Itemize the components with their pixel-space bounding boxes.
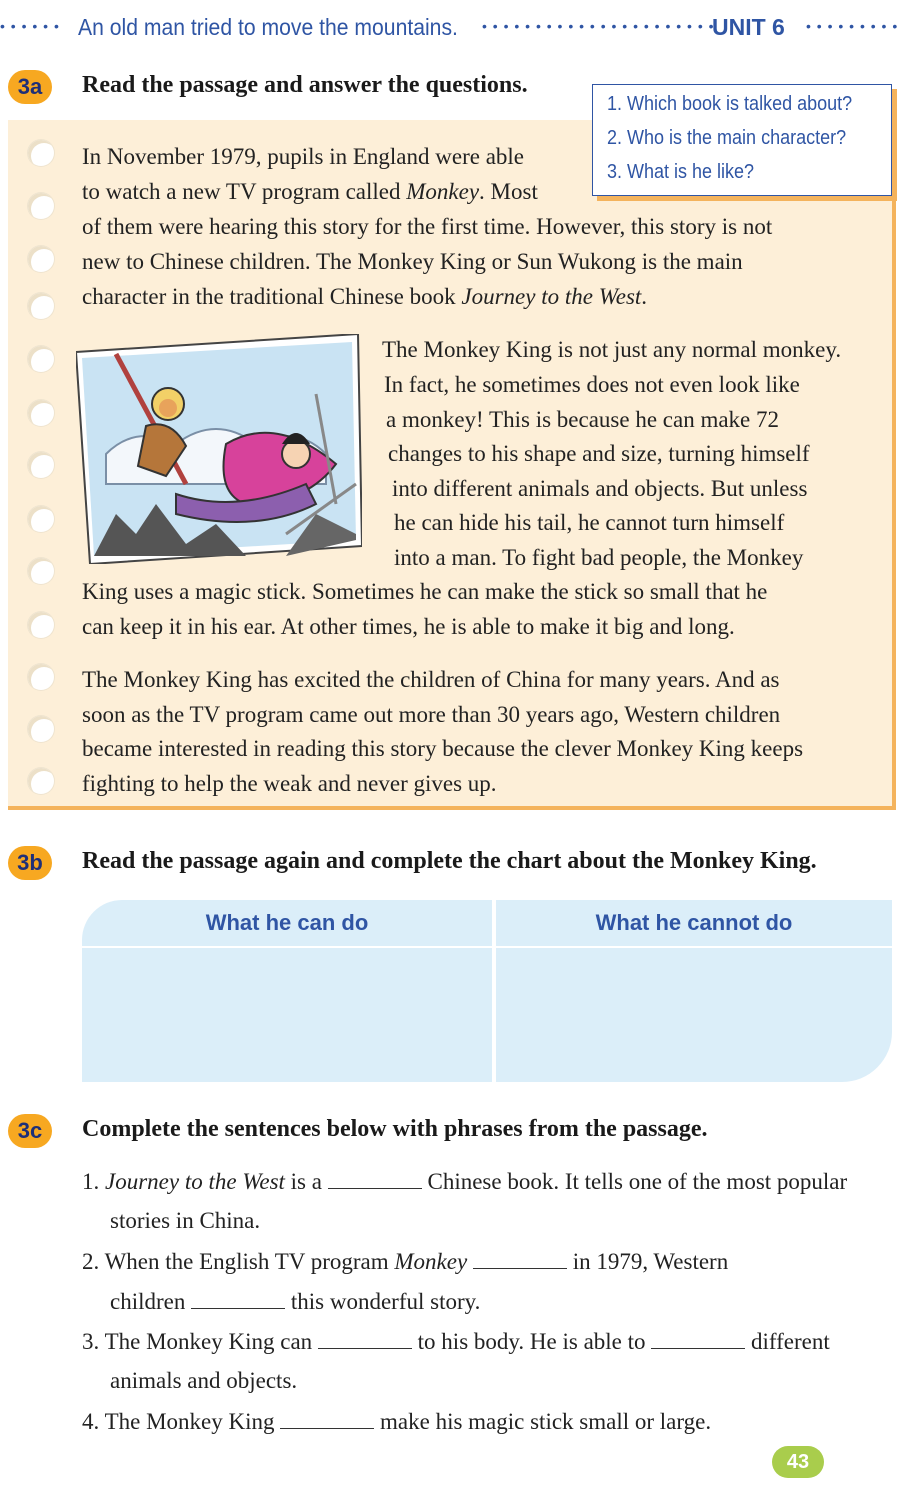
- ring-icon: [28, 293, 54, 319]
- page-number: 43: [772, 1446, 824, 1478]
- sentence-text: 1.: [82, 1169, 100, 1194]
- p2-line-4: changes to his shape and size, turning himself: [388, 441, 810, 466]
- p1-line-1: In November 1979, pupils in England were able: [82, 144, 524, 169]
- sentence-3: [82, 1326, 830, 1357]
- sentence-text: make his magic stick small or large.: [374, 1409, 712, 1434]
- badge-3a: 3a: [8, 70, 52, 104]
- sentence-text: Chinese book. It tells one of the most popular: [421, 1169, 848, 1194]
- ring-icon: [28, 558, 54, 584]
- title-monkey: Monkey: [394, 1249, 468, 1274]
- ring-icon: [28, 768, 54, 794]
- p1-text: . Most: [479, 179, 538, 204]
- header-title: An old man tried to move the mountains.: [78, 14, 458, 40]
- p2-line-6: he can hide his tail, he cannot turn himself: [394, 510, 785, 535]
- p2-line-1: The Monkey King is not just any normal monkey.: [382, 337, 842, 362]
- p1-text: character in the traditional Chinese book: [82, 284, 462, 309]
- sentence-text: to his body. He is able to: [411, 1329, 652, 1354]
- ring-icon: [28, 246, 54, 272]
- p1-text: .: [641, 284, 648, 309]
- p1-text: to watch a new TV program called: [82, 179, 407, 204]
- p2-line-7: into a man. To fight bad people, the Monkey: [394, 545, 804, 570]
- question-1: 1. Which book is talked about?: [607, 93, 853, 115]
- ring-icon: [28, 612, 54, 638]
- sentence-2: [82, 1246, 728, 1277]
- sentence-text: children: [110, 1289, 192, 1314]
- sentence-4: [82, 1406, 711, 1437]
- header-dots-left: • • • • • •: [0, 18, 60, 34]
- header-dots-middle: • • • • • • • • • • • • • • • • • • • • • •: [482, 18, 715, 34]
- title-journey: Journey to the West: [105, 1169, 285, 1194]
- unit-label: UNIT 6: [712, 14, 785, 40]
- header-dots-right: • • • • • • • • •: [806, 18, 899, 34]
- sentence-text: 3. The Monkey King can: [82, 1329, 318, 1354]
- sentence-text: in 1979, Western: [566, 1249, 729, 1274]
- ring-icon: [28, 400, 54, 426]
- instruction-3c: Complete the sentences below with phrases from the passage.: [82, 1116, 708, 1142]
- chart-header-can: What he can do: [82, 900, 492, 946]
- questions-box: [592, 84, 892, 196]
- p2-line-8: King uses a magic stick. Sometimes he can make the stick so small that he: [82, 579, 768, 604]
- p3-line-3: became interested in reading this story because the clever Monkey King keeps: [82, 736, 804, 761]
- blank-3[interactable]: [191, 1286, 285, 1309]
- page-header: [0, 8, 916, 48]
- blank-1[interactable]: [328, 1166, 422, 1189]
- p3-line-4: fighting to help the weak and never gives up.: [82, 771, 497, 796]
- question-2: 2. Who is the main character?: [607, 127, 847, 149]
- p1-line-5: [82, 279, 647, 314]
- sentence-text: this wonderful story.: [285, 1289, 481, 1314]
- ring-icon: [28, 346, 54, 372]
- sentence-text: different: [745, 1329, 830, 1354]
- blank-4[interactable]: [318, 1326, 412, 1349]
- p2-line-2: In fact, he sometimes does not even look like: [384, 372, 800, 397]
- p2-line-5: into different animals and objects. But unless: [392, 476, 808, 501]
- ring-icon: [28, 452, 54, 478]
- monkey-king-illustration: [76, 334, 362, 564]
- ring-icon: [28, 506, 54, 532]
- blank-6[interactable]: [280, 1406, 374, 1429]
- title-monkey: Monkey: [406, 179, 480, 204]
- sentence-2-cont: [110, 1286, 480, 1317]
- ring-icon: [28, 716, 54, 742]
- ring-icon: [28, 664, 54, 690]
- sentence-text: 4. The Monkey King: [82, 1409, 281, 1434]
- p1-line-4: new to Chinese children. The Monkey King or Sun Wukong is the main: [82, 249, 743, 274]
- chart-cell-cannot[interactable]: [496, 948, 892, 1082]
- instruction-3a: Read the passage and answer the questions.: [82, 72, 528, 98]
- sentence-1: [82, 1166, 847, 1197]
- p1-line-3: of them were hearing this story for the first time. However, this story is not: [82, 214, 773, 239]
- p2-line-9: can keep it in his ear. At other times, he is able to make it big and long.: [82, 614, 735, 639]
- chart-header-cannot: What he cannot do: [496, 900, 892, 946]
- question-3: 3. What is he like?: [607, 161, 755, 183]
- blank-5[interactable]: [651, 1326, 745, 1349]
- p3-line-1: The Monkey King has excited the children of China for many years. And as: [82, 667, 780, 692]
- sentence-text: 2. When the English TV program: [82, 1249, 395, 1274]
- title-journey: Journey to the West: [461, 284, 642, 309]
- sentence-3-cont: animals and objects.: [110, 1368, 298, 1393]
- p3-line-2: soon as the TV program came out more than 30 years ago, Western children: [82, 702, 781, 727]
- sentence-text: is a: [284, 1169, 328, 1194]
- ring-icon: [28, 193, 54, 219]
- blank-2[interactable]: [473, 1246, 567, 1269]
- p1-line-2: [82, 174, 538, 209]
- badge-3b: 3b: [8, 846, 52, 880]
- ring-icon: [28, 140, 54, 166]
- chart-cell-can[interactable]: [82, 948, 492, 1082]
- p2-line-3: a monkey! This is because he can make 72: [386, 407, 779, 432]
- badge-3c: 3c: [8, 1114, 52, 1148]
- instruction-3b: Read the passage again and complete the chart about the Monkey King.: [82, 848, 817, 874]
- sentence-1-cont: stories in China.: [110, 1208, 261, 1233]
